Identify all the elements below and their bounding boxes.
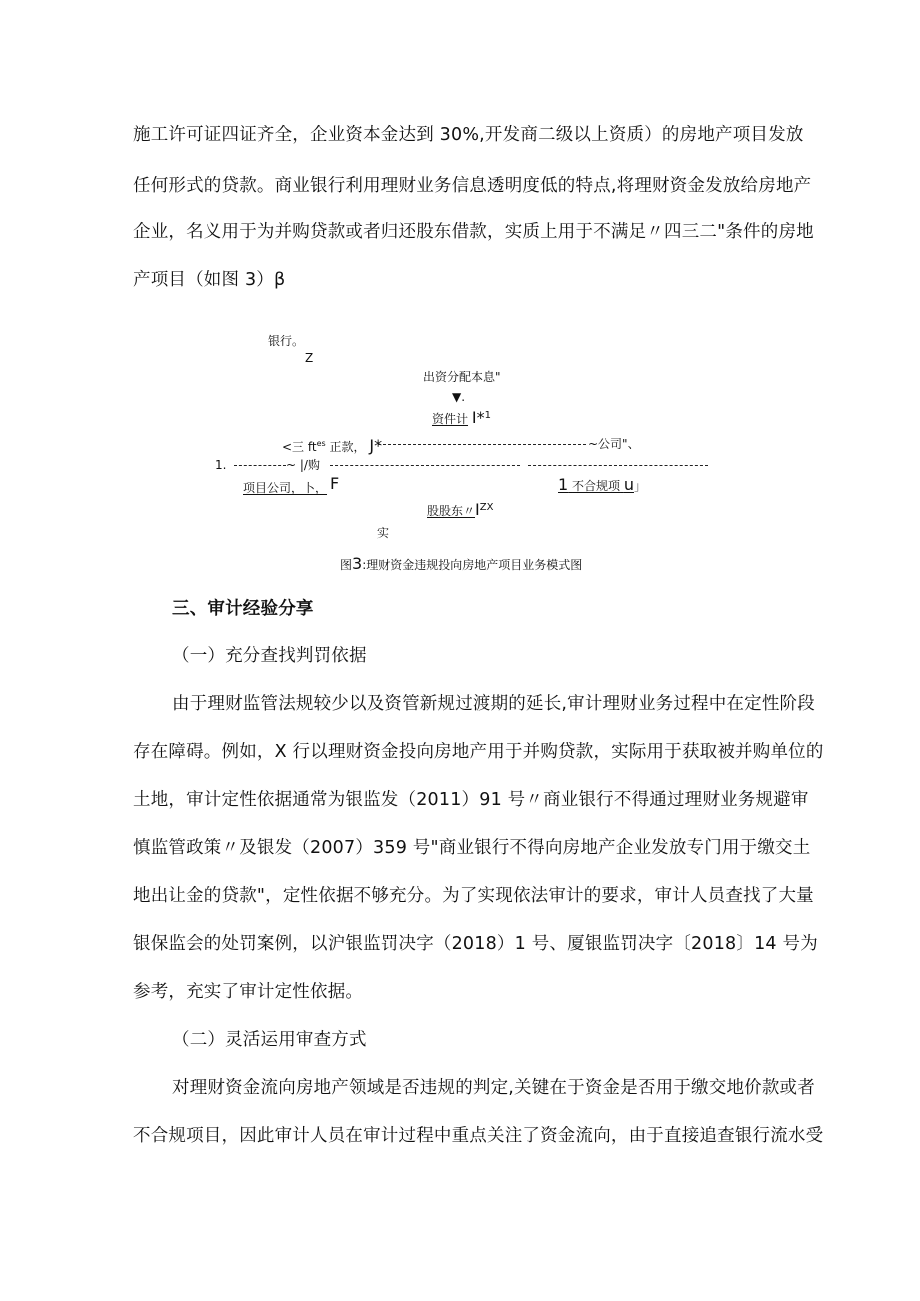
paragraph-line: 地出让金的贷款"，定性依据不够充分。为了实现依法审计的要求，审计人员查找了大量 [133, 886, 814, 906]
diagram-noncompliant-box [558, 475, 634, 494]
diagram-shareholder-sup: ZX [479, 502, 494, 513]
diagram-noncompliant-num: 1 [558, 475, 569, 494]
diagram-dashed-connector [234, 465, 286, 466]
caption-text: :理财资金违规投向房地产项目业务模式图 [362, 558, 583, 572]
diagram-row-number: 1. [215, 458, 227, 472]
diagram-f-mark: F [330, 474, 340, 493]
paragraph-line: 由于理财监管法规较少以及资管新规过渡期的延长,审计理财业务过程中在定性阶段 [172, 694, 815, 714]
caption-prefix: 图 [340, 558, 353, 572]
diagram-plan-sup: 1 [484, 410, 491, 421]
diagram-z-mark: Z [305, 351, 314, 365]
diagram-dashed-connector [528, 465, 708, 466]
paragraph-line: 银保监会的处罚案例，以沪银监罚决字（2018）1 号、厦银监罚决字〔2018〕14 号为 [133, 934, 818, 954]
diagram-dashed-connector [330, 465, 520, 466]
subsection-heading: （一）充分查找判罚依据 [172, 646, 367, 666]
diagram-plan-mark: I* [471, 408, 485, 427]
diagram-invest-label: 出资分配本息" [423, 370, 501, 384]
diagram-noncompliant-label: 不合规项 [572, 479, 621, 493]
paragraph-line: 对理财资金流向房地产领域是否违规的判定,关键在于资金是否用于缴交地价款或者 [172, 1078, 815, 1098]
paragraph-line: 土地，审计定性依据通常为银监发（2011）91 号〃商业银行不得通过理财业务规避审 [133, 790, 809, 810]
diagram-bank-label: 银行。 [268, 334, 305, 348]
diagram-noncompliant-u: u [623, 475, 634, 494]
paragraph-line: 参考，充实了审计定性依据。 [133, 982, 364, 1002]
paragraph-line: 任何形式的贷款。商业银行利用理财业务信息透明度低的特点,将理财资金发放给房地产 [133, 176, 812, 196]
diagram-shareholder-mark: I [475, 500, 480, 519]
paragraph-line: 企业，名义用于为并购贷款或者归还股东借款，实质上用于不满足〃四三二"条件的房地 [133, 222, 814, 242]
diagram-noncompliant-node [558, 477, 646, 494]
diagram-left-sup: es [316, 439, 326, 448]
figure-caption [340, 556, 582, 573]
diagram-left-label: <三 ft [282, 440, 317, 454]
diagram-left-label2: 正款， [325, 440, 366, 454]
diagram-shareholder-node [427, 500, 493, 519]
diagram-purchase-label: ~ |/购 [286, 458, 320, 472]
diagram-company-label: ~公司"、 [588, 437, 640, 451]
diagram-shi-mark: 实 [377, 526, 390, 540]
diagram-down-arrow: ▼. [452, 390, 466, 404]
section-heading: 三、审计经验分享 [172, 599, 314, 619]
diagram-left-node [282, 436, 382, 455]
diagram-dashed-connector [378, 444, 586, 445]
diagram-noncompliant-end: 」 [634, 479, 647, 493]
diagram-project-company: 项目公司，卜， [243, 481, 328, 495]
diagram-plan-node [432, 408, 491, 427]
paragraph-line: 存在障碍。例如，X 行以理财资金投向房地产用于并购贷款，实际用于获取被并购单位的 [133, 742, 824, 762]
paragraph-line: 产项目（如图 3）β [133, 270, 286, 290]
paragraph-line: 施工许可证四证齐全，企业资本金达到 30%,开发商二级以上资质）的房地产项目发放 [133, 125, 804, 145]
paragraph-line: 不合规项目，因此审计人员在审计过程中重点关注了资金流向，由于直接追查银行流水受 [133, 1126, 824, 1146]
diagram-shareholder-label: 股股东〃 [427, 504, 476, 518]
diagram-plan-label: 资件计 [432, 412, 469, 426]
caption-number: 3 [352, 554, 363, 573]
subsection-heading: （二）灵活运用审查方式 [172, 1030, 367, 1050]
diagram-j-mark: J* [369, 436, 383, 455]
paragraph-line: 慎监管政策〃及银发（2007）359 号"商业银行不得向房地产企业发放专门用于缴交土 [133, 838, 811, 858]
